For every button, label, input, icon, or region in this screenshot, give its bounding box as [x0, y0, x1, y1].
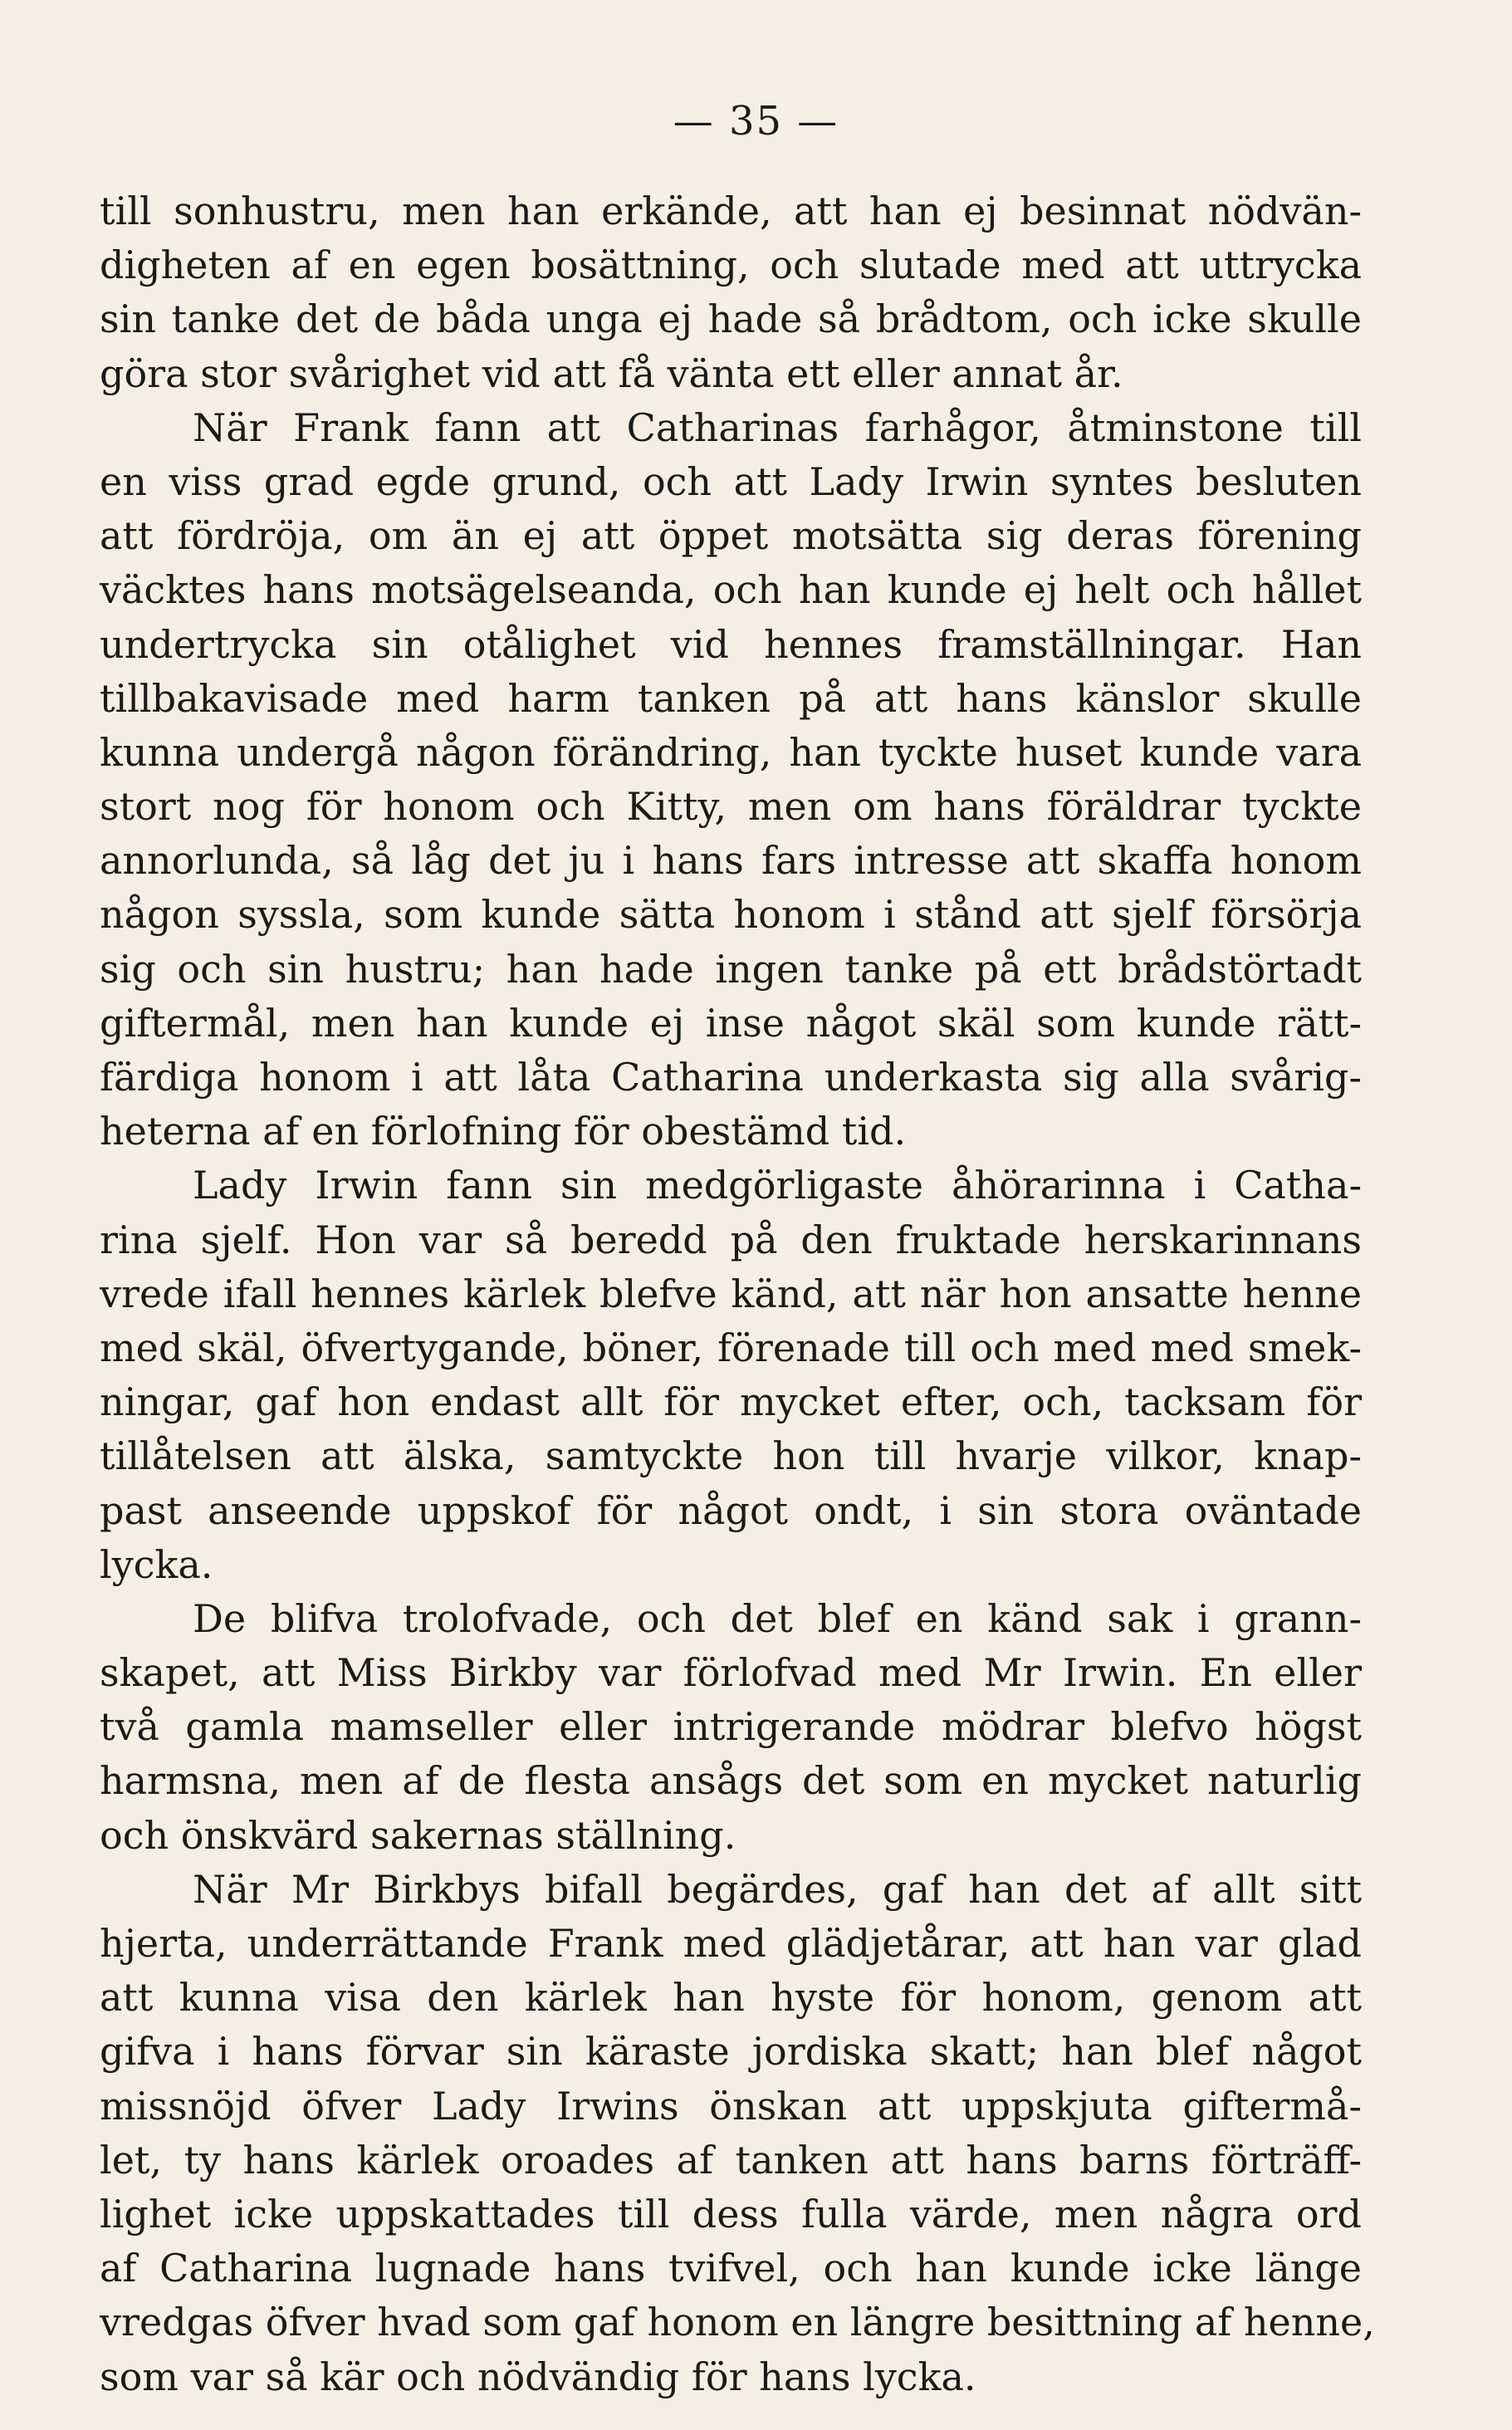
text-line: De blifva trolofvade, och det blef en känd sak i grann-: [193, 1595, 1362, 1641]
text-line: som var så kär och nödvändig för hans lycka.: [100, 2354, 976, 2399]
text-line: lycka.: [100, 1541, 213, 1587]
text-line: När Frank fann att Catharinas farhågor, åtminstone till: [193, 404, 1362, 450]
text-line: Lady Irwin fann sin medgörligaste åhörarinna i Catha-: [193, 1163, 1362, 1208]
text-line: och önskvärd sakernas ställning.: [100, 1812, 736, 1858]
text-line: skapet, att Miss Birkby var förlofvad med Mr Irwin. En eller: [100, 1650, 1362, 1696]
text-line: sig och sin hustru; han hade ingen tanke på ett brådstörtadt: [100, 946, 1362, 992]
text-line: heterna af en förlofning för obestämd tid.: [100, 1109, 907, 1154]
text-line: tillåtelsen att älska, samtyckte hon till hvarje vilkor, knap-: [100, 1433, 1362, 1479]
text-line: harmsna, men af de flesta ansågs det som en mycket naturlig: [100, 1758, 1362, 1804]
text-line: vredgas öfver hvad som gaf honom en längre besittning af henne,: [100, 2300, 1375, 2345]
text-line: färdiga honom i att låta Catharina underkasta sig alla svårig-: [100, 1055, 1362, 1100]
text-line: att kunna visa den kärlek han hyste för honom, genom att: [100, 1975, 1362, 2021]
text-line: digheten af en egen bosättning, och slutade med att uttrycka: [100, 243, 1362, 288]
text-line: När Mr Birkbys bifall begärdes, gaf han det af allt sitt: [193, 1866, 1362, 1912]
text-line: stort nog för honom och Kitty, men om hans föräldrar tyckte: [100, 784, 1362, 830]
text-line: af Catharina lugnade hans tvifvel, och han kunde icke länge: [100, 2246, 1362, 2291]
text-line: en viss grad egde grund, och att Lady Irwin syntes besluten: [100, 458, 1362, 504]
text-line: sin tanke det de båda unga ej hade så brådtom, och icke skulle: [100, 296, 1362, 342]
text-line: ningar, gaf hon endast allt för mycket efter, och, tacksam för: [100, 1379, 1362, 1425]
body-text: [100, 184, 1375, 2404]
text-line: kunna undergå någon förändring, han tyckte huset kunde vara: [100, 729, 1362, 775]
text-line: väcktes hans motsägelseanda, och han kunde ej helt och hållet: [100, 567, 1362, 613]
text-line: tillbakavisade med harm tanken på att hans känslor skulle: [100, 675, 1362, 721]
text-line: past anseende uppskof för något ondt, i sin stora oväntade: [100, 1487, 1362, 1533]
text-line: någon syssla, som kunde sätta honom i stånd att sjelf försörja: [100, 892, 1362, 938]
text-line: undertrycka sin otålighet vid hennes framställningar. Han: [100, 621, 1362, 667]
text-line: göra stor svårighet vid att få vänta ett eller annat år.: [100, 350, 1123, 396]
text-line: gifva i hans förvar sin käraste jordiska skatt; han blef något: [100, 2029, 1362, 2075]
text-line: två gamla mamseller eller intrigerande mödrar blefvo högst: [100, 1704, 1362, 1750]
text-line: missnöjd öfver Lady Irwins önskan att uppskjuta giftermå-: [100, 2083, 1362, 2129]
text-line: att fördröja, om än ej att öppet motsätta sig deras förening: [100, 513, 1362, 559]
text-line: let, ty hans kärlek oroades af tanken att hans barns förträff-: [100, 2137, 1362, 2183]
text-line: rina sjelf. Hon var så beredd på den fruktade herskarinnans: [100, 1217, 1362, 1262]
text-line: vrede ifall hennes kärlek blefve känd, att när hon ansatte henne: [100, 1271, 1362, 1316]
text-line: hjerta, underrättande Frank med glädjetårar, att han var glad: [100, 1921, 1362, 1966]
text-line: med skäl, öfvertygande, böner, förenade till och med med smek-: [100, 1325, 1362, 1370]
text-line: till sonhustru, men han erkände, att han ej besinnat nödvän-: [100, 189, 1362, 233]
text-line: lighet icke uppskattades till dess fulla värde, men några ord: [100, 2191, 1362, 2236]
text-line: giftermål, men han kunde ej inse något skäl som kunde rätt-: [100, 1000, 1362, 1046]
page-number: — 35 —: [673, 98, 839, 145]
text-line: annorlunda, så låg det ju i hans fars intresse att skaffa honom: [100, 838, 1362, 884]
